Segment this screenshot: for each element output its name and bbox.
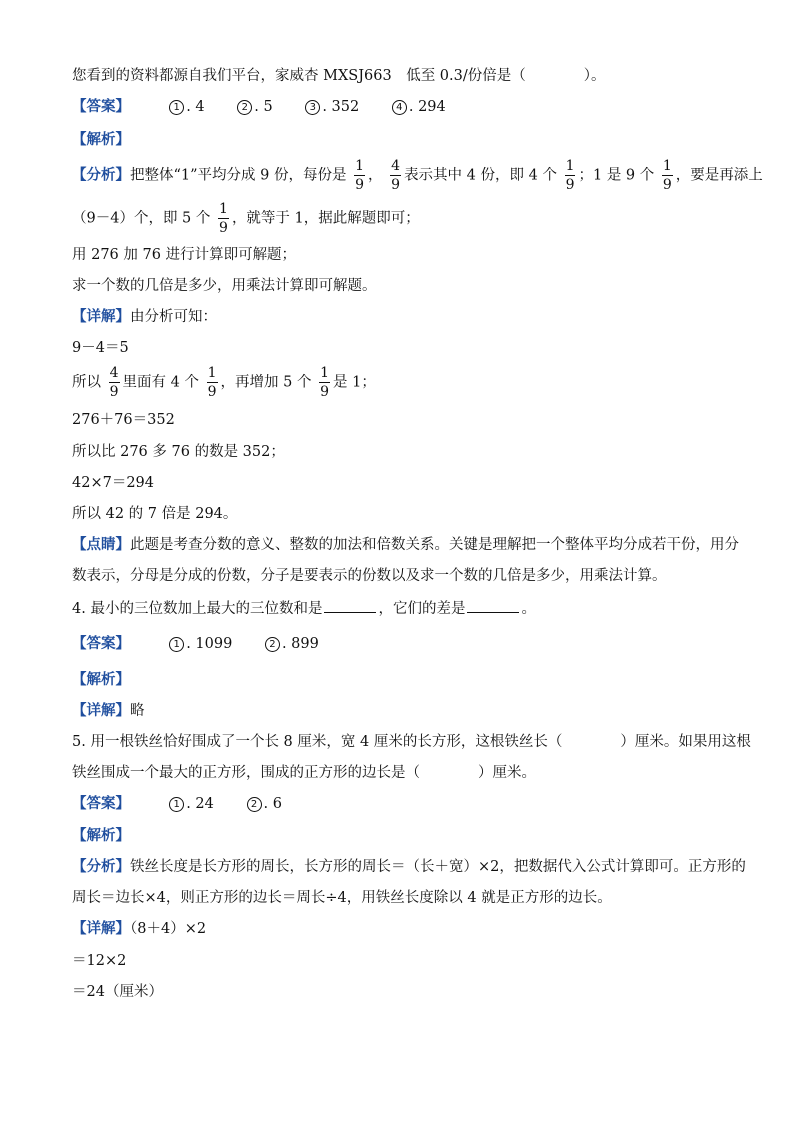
detail-line-4: 所以 42 的 7 倍是 294。: [72, 506, 238, 522]
equation-1: 9－4＝5: [72, 340, 129, 356]
detail-line-1: 【详解】由分析可知：: [72, 308, 217, 325]
jiexi-heading: 【解析】: [72, 827, 130, 844]
fraction: $\frac{1}{9}$: [662, 158, 672, 193]
answer-item: 1 . 4: [169, 97, 204, 117]
question-5-line-1: 5. 用一根铁丝恰好围成了一个长 8 厘米，宽 4 厘米的长方形，这根铁丝长（ ）厘米。如果用这根: [72, 734, 751, 750]
jiexi-heading: 【解析】: [72, 131, 130, 148]
analysis-line-4: 求一个数的几倍是多少，用乘法计算即可解题。: [72, 278, 377, 294]
detail-line-3: 所以比 276 多 76 的数是 352；: [72, 444, 285, 460]
answer-tag: 【答案】: [72, 98, 130, 115]
answer-item: 1 . 1099: [169, 634, 232, 654]
fraction: $\frac{1}{9}$: [320, 365, 329, 400]
q5-detail-line-2: ＝12×2: [72, 953, 127, 969]
fraction: $\frac{1}{9}$: [565, 158, 575, 193]
fraction: $\frac{1}{9}$: [355, 158, 365, 193]
summary-line-1: 【点睛】此题是考查分数的意义、整数的加法和倍数关系。关键是理解把一个整体平均分成若干份，用分: [72, 536, 739, 553]
answer-item: 2 . 5: [237, 97, 272, 117]
analysis-line-3: 用 276 加 76 进行计算即可解题；: [72, 247, 297, 263]
answer-item: 3 . 352: [305, 97, 359, 117]
fraction: $\frac{4}{9}$: [109, 365, 119, 400]
detail-line-2: 所以 $\frac{4}{9}$ 里面有 4 个 $\frac{1}{9}$ ，再增加 5 个 $\frac{1}{9}$ 是 1；: [72, 365, 376, 400]
intro-line: 您看到的资料都源自我们平台，家威杏 MXSJ663 低至 0.3/份倍是（ ）。: [72, 68, 606, 84]
equation-3: 42×7＝294: [72, 475, 155, 491]
q4-answer-line: 【答案】 1 . 1099 2 . 899: [72, 635, 319, 652]
fraction: $\frac{1}{9}$: [219, 201, 228, 236]
q3-answer-line: [72, 97, 474, 117]
answer-item: 2 . 899: [265, 634, 319, 654]
answer-item: 2 . 6: [247, 794, 282, 814]
analysis-line-1: 【分析】把整体“1”平均分成 9 份，每份是 $\frac{1}{9}$ ， $\frac{4}{9}$ 表示其中 4 份，即 4 个 $\frac{1}{9}$ ；1 是 9 个 $\frac{1}{9}$ ，要是再添上: [72, 158, 763, 193]
q5-answer-line: 【答案】 1 . 24 2 . 6: [72, 795, 282, 812]
fraction: $\frac{4}{9}$: [391, 158, 401, 193]
answer-item: 1 . 24: [169, 794, 214, 814]
jiexi-heading: 【解析】: [72, 671, 130, 688]
q5-analysis-line-2: 周长＝边长×4，则正方形的边长＝周长÷4，用铁丝长度除以 4 就是正方形的边长。: [72, 890, 612, 906]
q5-detail-line-3: ＝24（厘米）: [72, 984, 163, 1000]
question-5-line-2: 铁丝围成一个最大的正方形，围成的正方形的边长是（ ）厘米。: [72, 765, 536, 781]
question-4: 4. 最小的三位数加上最大的三位数和是 ，它们的差是 。: [72, 598, 536, 619]
q4-detail: 【详解】略: [72, 702, 145, 719]
equation-2: 276＋76＝352: [72, 412, 175, 428]
q5-analysis-line-1: 【分析】铁丝长度是长方形的周长，长方形的周长＝（长＋宽）×2，把数据代入公式计算即可。正方形的: [72, 858, 746, 875]
fraction: $\frac{1}{9}$: [207, 365, 217, 400]
summary-line-2: 数表示，分母是分成的份数，分子是要表示的份数以及求一个数的几倍是多少，用乘法计算。: [72, 568, 667, 584]
answer-item: 4 . 294: [392, 97, 446, 117]
analysis-line-2: （9－4）个，即 5 个 $\frac{1}{9}$ ，就等于 1，据此解题即可；: [72, 201, 420, 236]
q5-detail-line-1: 【详解】（8＋4）×2: [72, 920, 207, 937]
